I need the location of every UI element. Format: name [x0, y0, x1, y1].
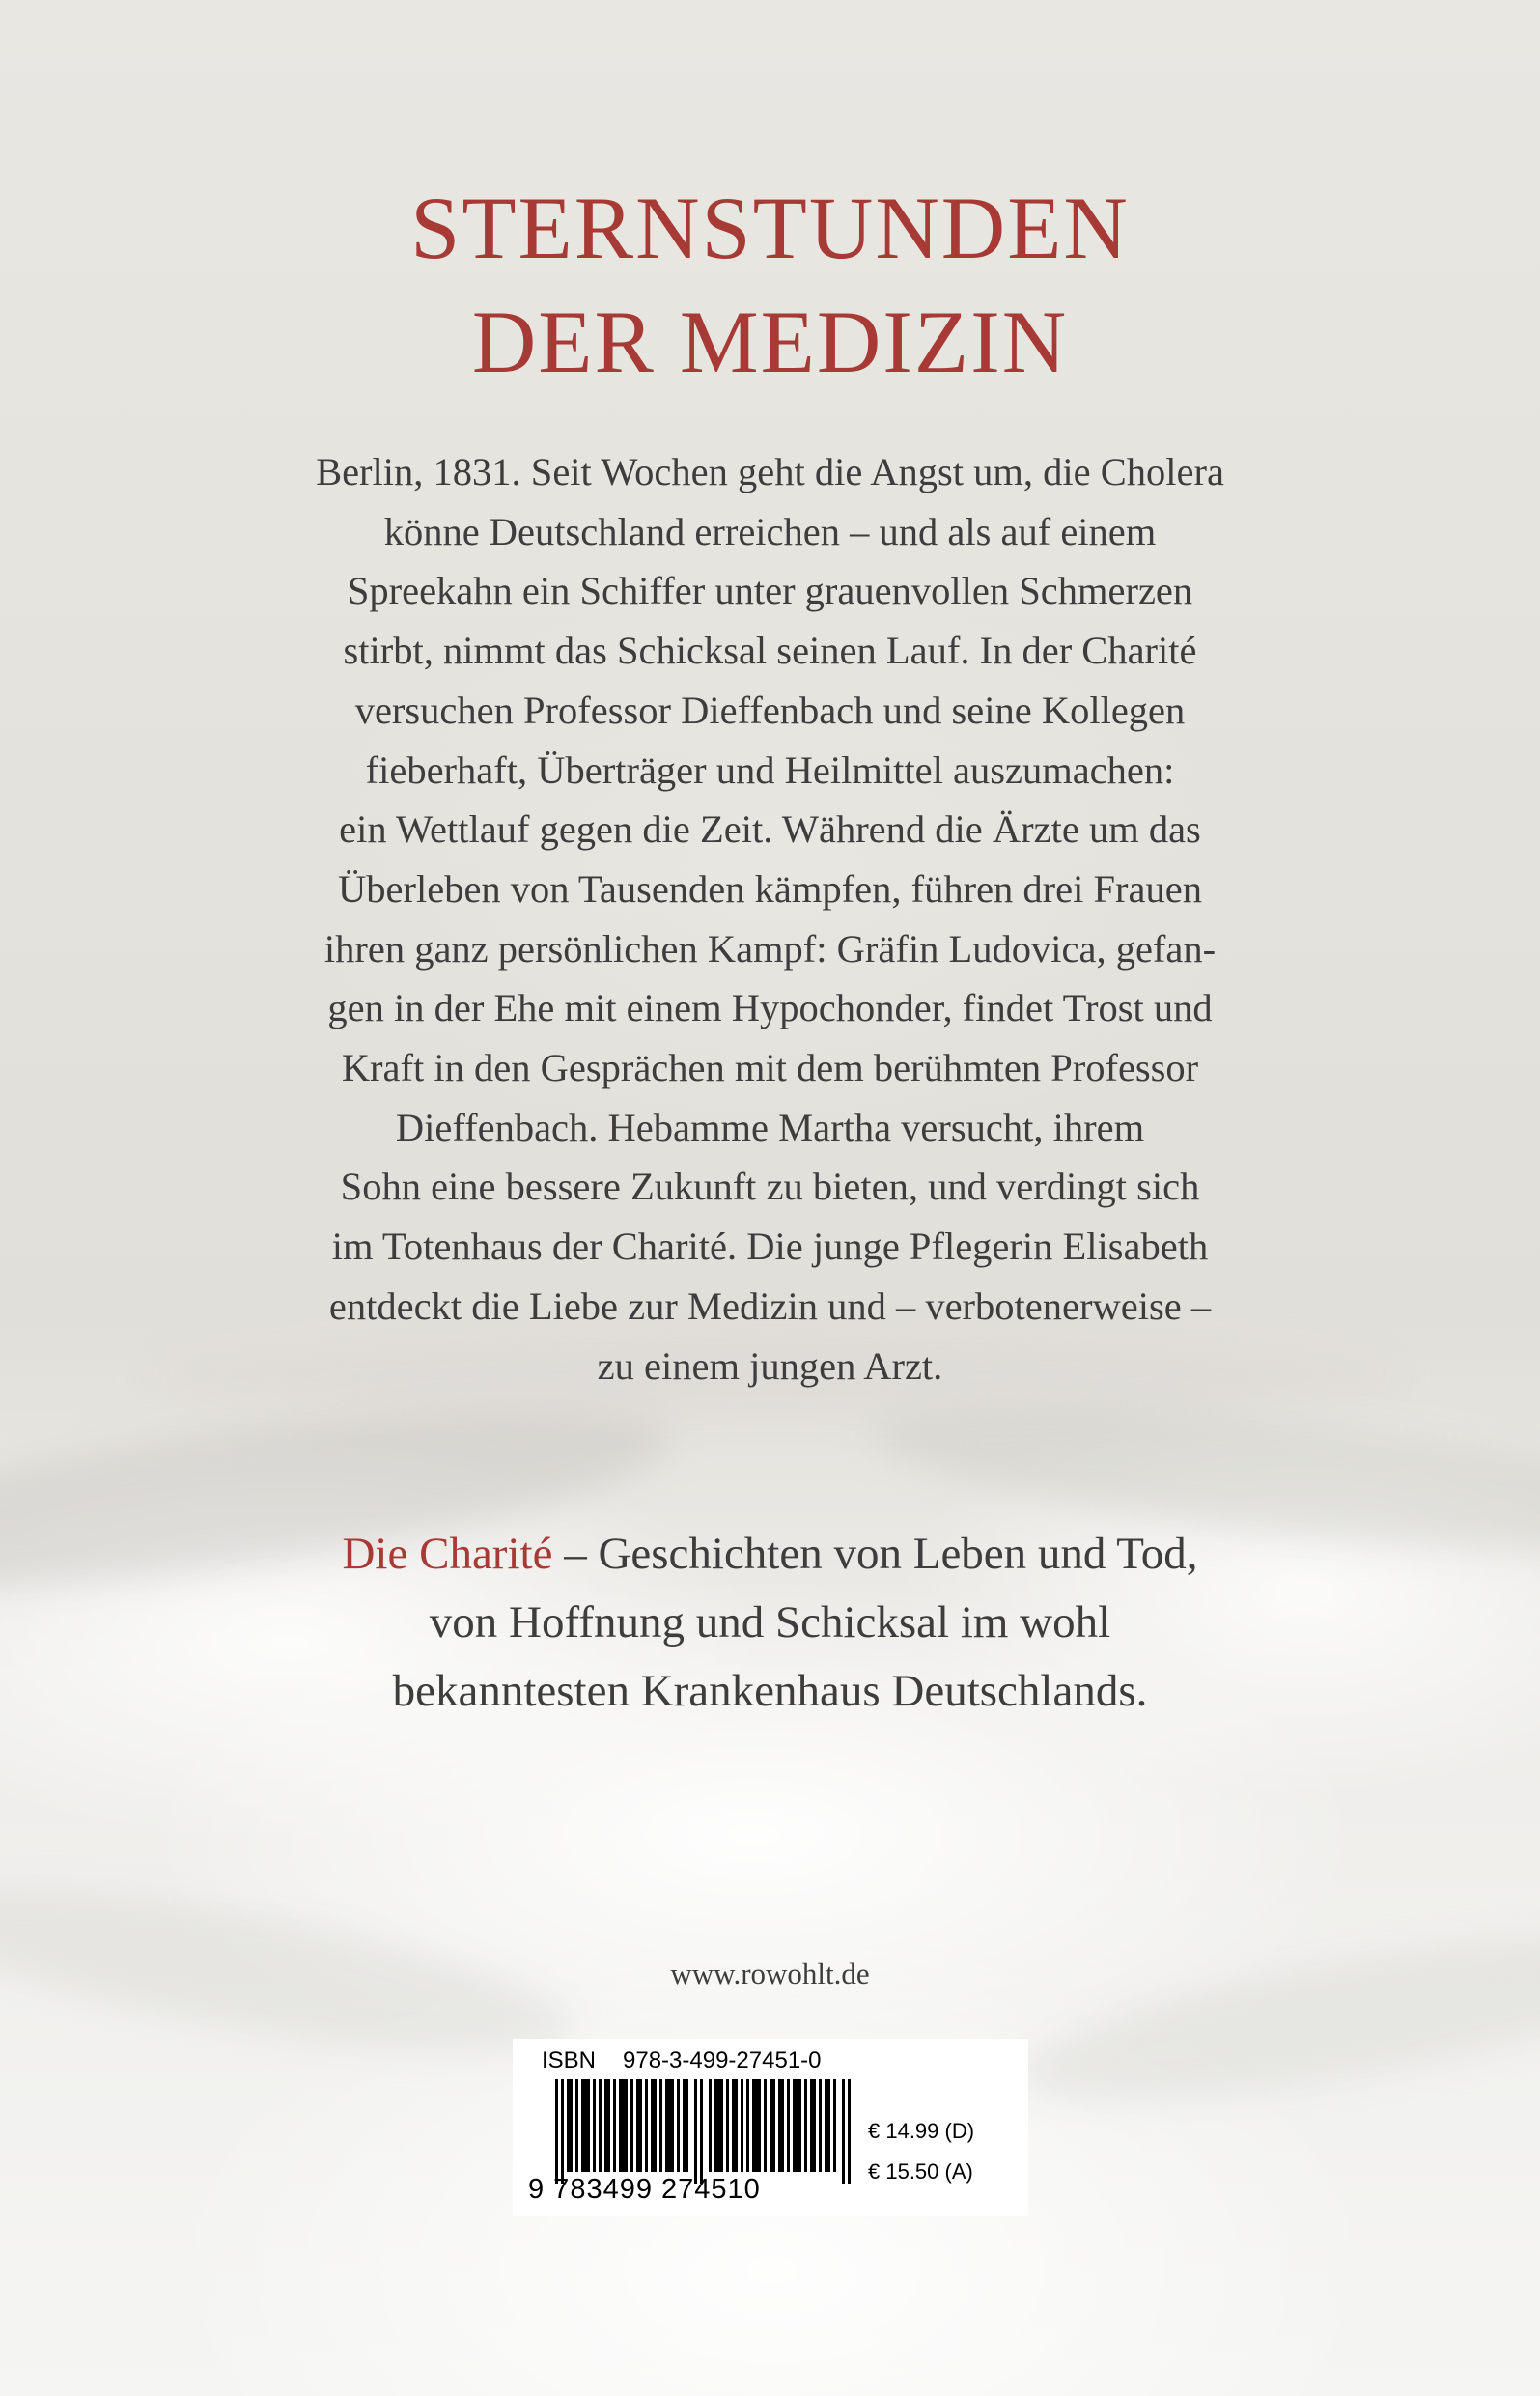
isbn-number: 978-3-499-27451-0	[623, 2047, 822, 2073]
fabric-fold	[1009, 1903, 1540, 2134]
isbn-barcode-box	[513, 2039, 1028, 2216]
book-title-line-2: DER MEDIZIN	[471, 293, 1069, 391]
tagline-line: bekanntesten Krankenhaus Deutschlands.	[392, 1666, 1148, 1716]
barcode-icon	[555, 2079, 856, 2184]
blurb-line: Dieffenbach. Hebamme Martha versucht, ihrem	[395, 1105, 1145, 1149]
blurb-line: im Totenhaus der Charité. Die junge Pflegerin Elisabeth	[331, 1225, 1209, 1269]
tagline-line	[193, 1520, 1347, 1589]
blurb-line: ihren ganz persönlichen Kampf: Gräfin Ludovica, gefan-	[323, 926, 1217, 971]
barcode-digits: 9 783499 274510	[528, 2174, 761, 2205]
blurb-line: zu einem jungen Arzt.	[597, 1343, 943, 1388]
blurb-line: stirbt, nimmt das Schicksal seinen Lauf. In der Charité	[343, 629, 1197, 673]
blurb-text	[193, 442, 1347, 1395]
blurb-line: könne Deutschland erreichen – und als auf einem	[383, 509, 1157, 553]
isbn-label: ISBN	[542, 2047, 597, 2073]
blurb-line: Spreekahn ein Schiffer unter grauenvollen Schmerzen	[347, 569, 1193, 613]
tagline-line: von Hoffnung und Schicksal im wohl	[429, 1597, 1111, 1648]
blurb-line: Kraft in den Gesprächen mit dem berühmten Professor	[341, 1046, 1199, 1090]
blurb-line: versuchen Professor Dieffenbach und seine Kollegen	[354, 688, 1186, 732]
isbn-line	[542, 2047, 822, 2074]
blurb-line: entdeckt die Liebe zur Medizin und – verbotenerweise –	[328, 1283, 1212, 1328]
blurb-line: Sohn eine bessere Zukunft zu bieten, und verdingt sich	[340, 1165, 1200, 1209]
book-title-line-1: STERNSTUNDEN	[410, 179, 1130, 277]
blurb-line: Berlin, 1831. Seit Wochen geht die Angst um, die Cholera	[316, 450, 1224, 493]
price-germany: € 14.99 (D)	[868, 2119, 975, 2143]
tagline-line-1-rest: – Geschichten von Leben und Tod,	[552, 1529, 1198, 1579]
blurb-line: Überleben von Tausenden kämpfen, führen drei Frauen	[338, 866, 1202, 911]
publisher-website: www.rowohlt.de	[670, 1957, 870, 1990]
blurb-line: fieberhaft, Überträger und Heilmittel auszumachen:	[365, 747, 1175, 792]
tagline-accent: Die Charité	[342, 1529, 553, 1579]
tagline	[193, 1520, 1347, 1726]
blurb-line: ein Wettlauf gegen die Zeit. Während die Ärzte um das	[339, 807, 1201, 852]
price-austria: € 15.50 (A)	[868, 2159, 973, 2184]
blurb-line: gen in der Ehe mit einem Hypochonder, findet Trost und	[327, 986, 1213, 1030]
